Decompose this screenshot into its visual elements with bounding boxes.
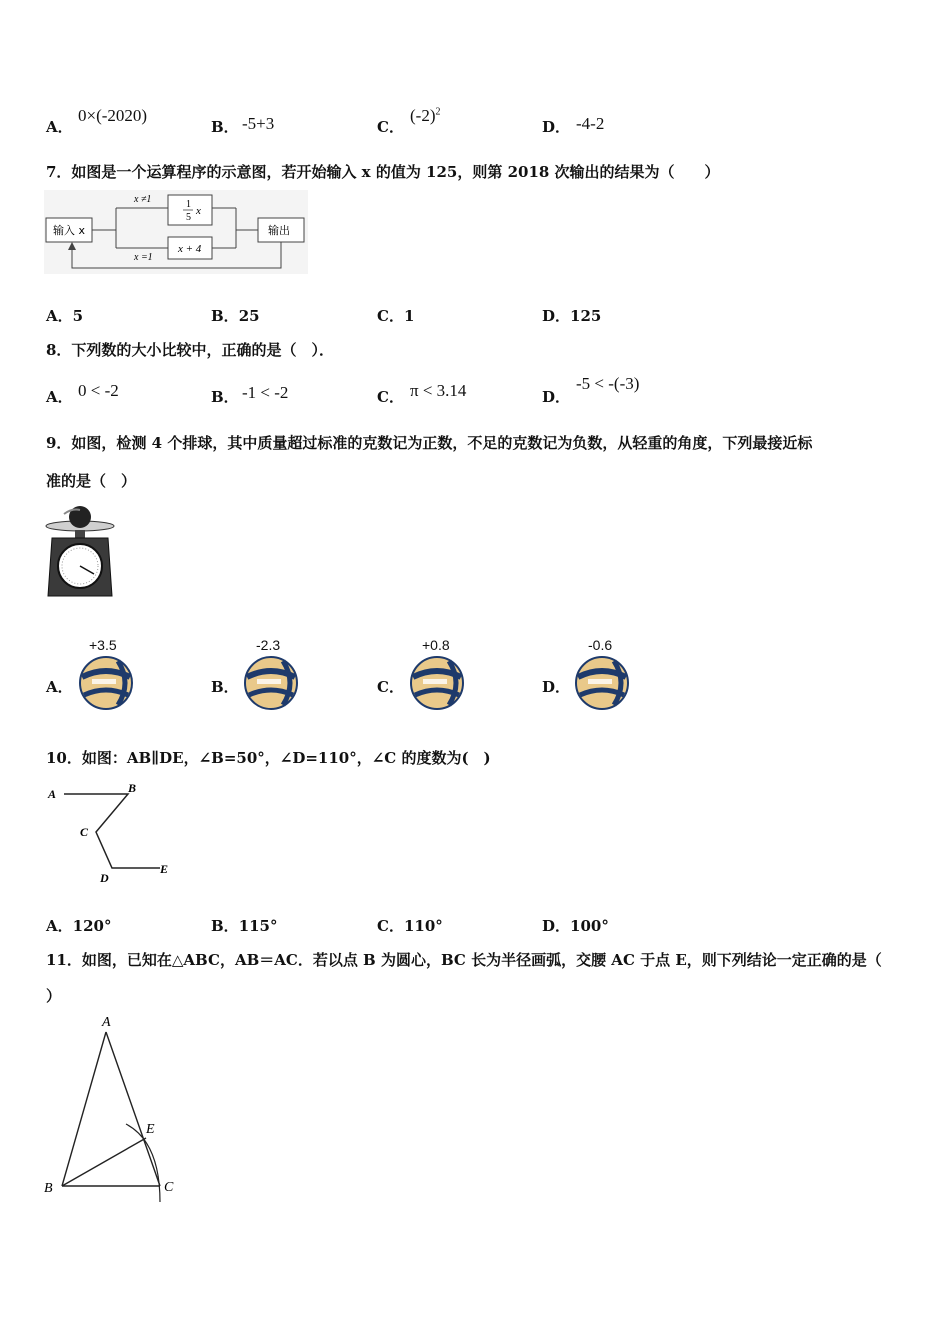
q11-figure: [40, 1012, 190, 1217]
q8-option-b-letter[interactable]: B．: [211, 388, 239, 406]
scale-image: [44, 504, 118, 600]
q10-text: 10．如图：AB∥DE，∠B=50°，∠D=110°，∠C 的度数为( ): [46, 749, 491, 767]
q9-option-c-letter: C．: [377, 678, 404, 696]
q8-option-c-expr: π < 3.14: [410, 381, 467, 400]
q11-text-line2: ）: [46, 987, 62, 1005]
volleyball-icon: [243, 655, 299, 711]
q9-option-c-value: +0.8: [422, 637, 450, 653]
q8-text: 8．下列数的大小比较中，正确的是（ ）．: [46, 341, 334, 359]
q7-cond-bottom: x =1: [134, 252, 153, 263]
q9-option-a-value: +3.5: [89, 637, 117, 653]
scale-neck: [75, 530, 85, 538]
q6-option-d-expr: -4-2: [576, 114, 605, 133]
q11-text-line1: 11．如图，已知在△ABC，AB＝AC．若以点 B 为圆心，BC 长为半径画弧，交腰 AC 于点 E，则下列结论一定正确的是（: [46, 951, 882, 969]
q11-point-e: E: [146, 1122, 155, 1137]
q9-text-line1: 9．如图，检测 4 个排球，其中质量超过标准的克数记为正数，不足的克数记为负数，从轻重的角度，下列最接近标: [46, 434, 813, 452]
q11-side-ac: [106, 1032, 160, 1186]
q7-option-c[interactable]: C．1: [377, 307, 415, 325]
q7-cond-top: x ≠1: [134, 194, 152, 205]
q10-point-d: D: [100, 871, 109, 885]
q6-option-a-letter[interactable]: A．: [46, 118, 73, 136]
q6-option-b-letter[interactable]: B．: [211, 118, 239, 136]
q6-option-c-expr: $(-2)^2$: [410, 106, 441, 125]
q6-option-d-letter[interactable]: D．: [542, 118, 571, 136]
q9-option-b-letter: B．: [211, 678, 239, 696]
q8-option-d-letter[interactable]: D．: [542, 388, 571, 406]
q8-option-a-letter[interactable]: A．: [46, 388, 73, 406]
q10-point-a: A: [48, 787, 57, 801]
q11-point-b: B: [44, 1181, 53, 1196]
q7-op-top-den: 5: [186, 212, 191, 223]
q8-option-d-expr: -5 < -(-3): [576, 374, 640, 393]
volleyball-icon: [409, 655, 465, 711]
q8-option-b-expr: -1 < -2: [242, 383, 289, 402]
q10-figure: [44, 780, 174, 886]
q7-output-label: 输出: [268, 224, 290, 237]
q10-point-e: E: [160, 862, 169, 876]
q9-text-line2: 准的是（ ）: [46, 472, 137, 490]
q7-text: 7．如图是一个运算程序的示意图，若开始输入 x 的值为 125，则第 2018 次输出的结果为（ ）: [46, 163, 720, 181]
q10-option-d[interactable]: D．100°: [542, 917, 609, 935]
q8-option-a-expr: 0 < -2: [78, 381, 119, 400]
q6-option-b-expr: -5+3: [242, 114, 275, 133]
q10-option-b[interactable]: B．115°: [211, 917, 278, 935]
q11-side-ab: [62, 1032, 106, 1186]
q9-option-a-letter: A．: [46, 678, 73, 696]
q9-option-d-value: -0.6: [588, 637, 613, 653]
q10-polyline: [64, 794, 160, 868]
q7-option-d[interactable]: D．125: [542, 307, 602, 325]
q7-op-bottom-label: x + 4: [178, 243, 202, 255]
q10-point-b: B: [128, 781, 137, 795]
q10-point-c: C: [80, 825, 89, 839]
volleyball-icon: [78, 655, 134, 711]
q6-option-c-exponent: 2: [435, 106, 441, 118]
q9-option-d-letter: D．: [542, 678, 571, 696]
q7-option-a[interactable]: A．5: [46, 307, 84, 325]
q10-option-c[interactable]: C．110°: [377, 917, 443, 935]
q7-op-top-var: x: [196, 205, 201, 217]
volleyball-icon: [574, 655, 630, 711]
q6-option-c-letter[interactable]: C．: [377, 118, 404, 136]
q11-segment-be: [62, 1138, 146, 1186]
q11-point-c: C: [164, 1180, 174, 1195]
q7-op-top-num: 1: [186, 199, 191, 210]
q10-option-a[interactable]: A．120°: [46, 917, 112, 935]
q7-flowchart: [44, 190, 308, 274]
q9-option-b-value: -2.3: [256, 637, 281, 653]
q8-option-c-letter[interactable]: C．: [377, 388, 404, 406]
q11-point-a: A: [102, 1015, 111, 1030]
q7-option-b[interactable]: B．25: [211, 307, 260, 325]
q7-input-label: 输入 x: [53, 224, 86, 237]
q6-option-a-expr: 0×(-2020): [78, 106, 148, 125]
